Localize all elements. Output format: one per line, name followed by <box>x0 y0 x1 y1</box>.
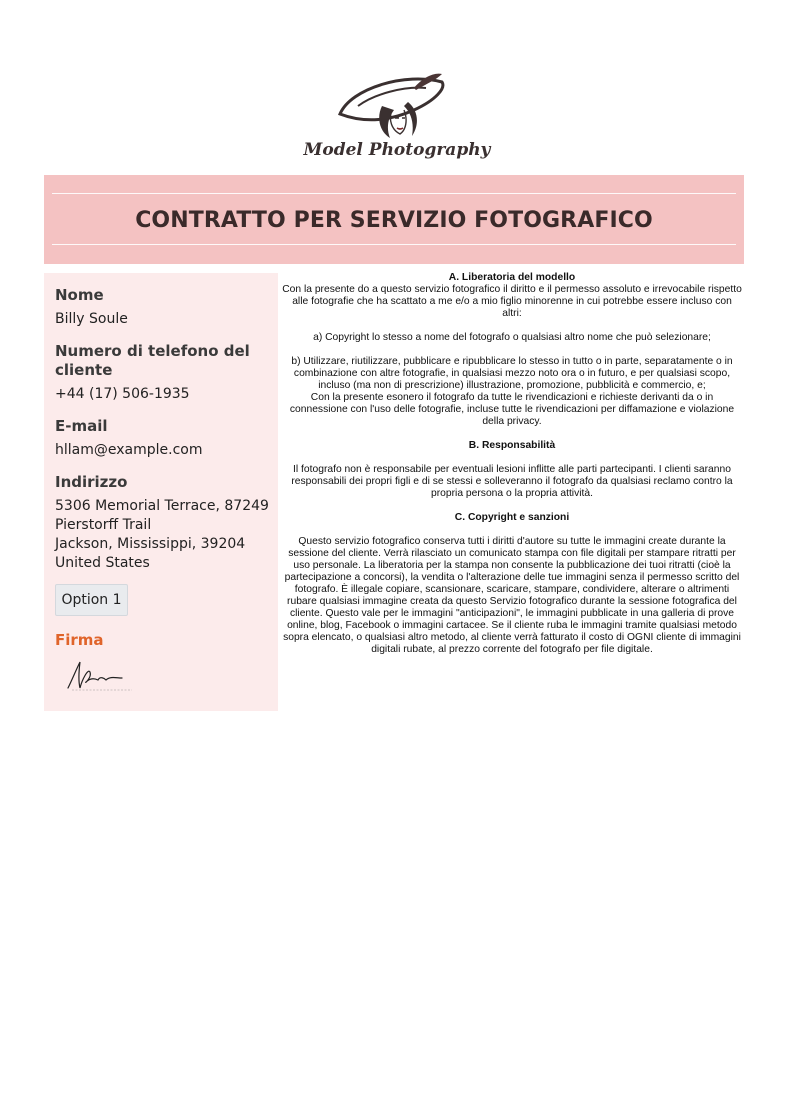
contract-terms <box>282 272 742 656</box>
name-value: Billy Soule <box>55 311 128 327</box>
name-label: Nome <box>55 286 104 304</box>
section-c-title: C. Copyright e sanzioni <box>454 512 570 523</box>
section-a-paragraph-2: a) Copyright lo stesso a nome del fotografo o qualsiasi altro nome che può selezionare; <box>313 332 711 343</box>
brand-name: Model Photography <box>303 140 491 160</box>
email-label: E-mail <box>55 417 108 435</box>
section-a-paragraph-4: Con la presente esonero il fotografo da tutte le rivendicazioni e richieste derivanti da o in connessione con l'uso delle fotografie, incluse tutte le rivendicazioni per diffamazione e violazione della privacy. <box>289 392 735 427</box>
banner-bottom-rule <box>52 244 736 245</box>
brand-logo <box>296 66 496 176</box>
address-line-2: Jackson, Mississippi, 39204 <box>55 536 246 552</box>
section-a-title: A. Liberatoria del modello <box>448 272 576 283</box>
section-a-paragraph-3: b) Utilizzare, riutilizzare, pubblicare e ripubblicare lo stesso in tutto o in parte, separatamente o in combinazione con altre fotografie, in qualsiasi mezzo noto ora o in futuro, e per qualsiasi scopo, incluso (ma non di prescrizione) illustrazione, promozione, pubblicità e commercio, e; <box>291 356 733 391</box>
address-line-3: United States <box>55 555 150 571</box>
page-title: CONTRATTO PER SERVIZIO FOTOGRAFICO <box>135 208 653 233</box>
option-button[interactable]: Option 1 <box>55 584 128 616</box>
handwritten-signature-icon <box>64 658 136 692</box>
client-info-panel <box>44 273 278 711</box>
address-label: Indirizzo <box>55 473 128 491</box>
signature-label: Firma <box>55 631 104 649</box>
address-line-1: 5306 Memorial Terrace, 87249 Pierstorff Trail <box>55 498 269 533</box>
phone-label: Numero di telefono del cliente <box>55 342 250 379</box>
section-b-paragraph-1: Il fotografo non è responsabile per eventuali lesioni inflitte alle parti partecipanti. I clienti saranno responsabili dei propri figli e di se stessi e solleveranno il fotografo da qualsiasi reclamo contro la propria persona o la propria attività. <box>291 464 733 499</box>
signature-image <box>64 658 136 692</box>
section-a-paragraph-1: Con la presente do a questo servizio fotografico il diritto e il permesso assoluto e irrevocabile rispetto alle fotografie che ha scattato a me e/o a mio figlio minorenne in cui potrebbe essere incluso con altri: <box>282 284 742 319</box>
email-value: hllam@example.com <box>55 442 203 458</box>
section-c-paragraph-1: Questo servizio fotografico conserva tutti i diritti d'autore su tutte le immagini create durante la sessione del cliente. Verrà rilasciato un comunicato stampa con file digitali per stampare ritratti per uso personale. La liberatoria per la stampa non consente la pubblicazione dei tuoi ritratti (cioè la partecipazione a concorsi), la vendita o l'alterazione delle tue immagini senza il permesso scritto del fotografo. È illegale copiare, scansionare, scaricare, stampare, condividere, alterare o altrimenti rubare qualsiasi immagine creata da questo Servizio fotografico durante la sessione fotografica del cliente. Questo vale per le immagini "anticipazioni", le immagini pubblicate in una galleria di prove online, blog, Facebook o immagini cartacee. Se il cliente ruba le immagini tramite qualsiasi metodo sopra elencato, o qualsiasi altro metodo, al cliente verrà fatturato il costo di OGNI cliente di immagini digitali rubate, al prezzo corrente del fotografo per file digitale. <box>283 536 741 655</box>
address-block <box>55 497 270 573</box>
section-b-title: B. Responsabilità <box>468 440 556 451</box>
phone-value: +44 (17) 506-1935 <box>55 386 190 402</box>
banner-top-rule <box>52 193 736 194</box>
title-banner <box>44 175 744 264</box>
